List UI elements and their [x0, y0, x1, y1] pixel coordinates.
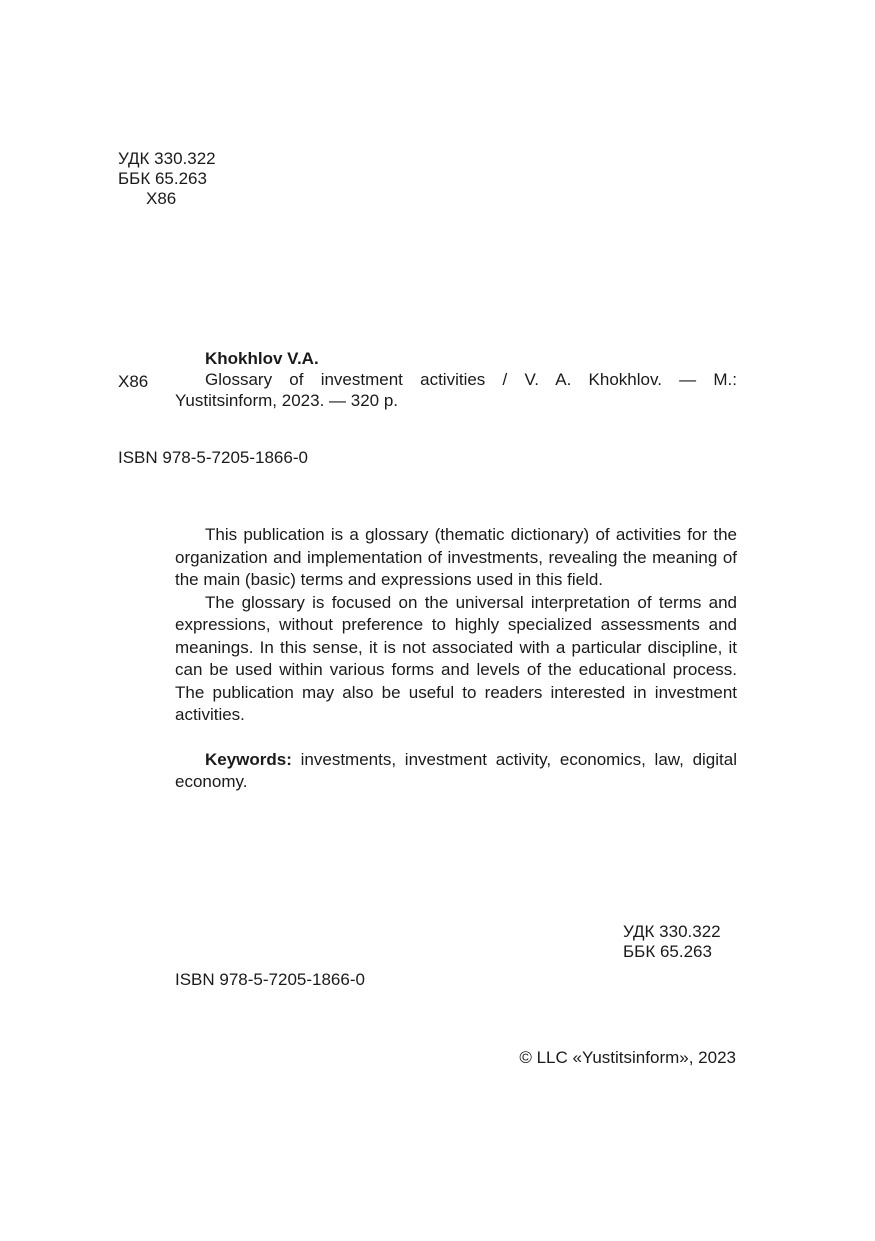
classification-block-bottom	[623, 922, 721, 962]
classification-block-top	[118, 149, 216, 209]
udk-code-bottom: УДК 330.322	[623, 922, 721, 941]
abstract-paragraph-1: This publication is a glossary (thematic dictionary) of activities for the organization and implementation of investments, revealing the meaning of the main (basic) terms and expressions used in this field.	[175, 525, 737, 589]
author-cutter-code: Х86	[146, 189, 177, 208]
bbk-code: ББК 65.263	[118, 169, 207, 188]
author-cutter-side: Х86	[118, 372, 149, 391]
abstract	[175, 524, 737, 794]
keywords-label: Keywords:	[205, 749, 292, 769]
isbn-top: ISBN 978-5-7205-1866-0	[118, 448, 308, 467]
isbn-bottom: ISBN 978-5-7205-1866-0	[175, 970, 365, 989]
bibliographic-description-line2: Yustitsinform, 2023. — 320 p.	[175, 391, 399, 410]
keywords	[175, 749, 737, 794]
author-name: Khokhlov V.A.	[205, 349, 319, 368]
bibliographic-description-line1: Glossary of investment activities / V. A. Khokhlov. — M.:	[205, 370, 737, 389]
abstract-paragraph-2: The glossary is focused on the universal interpretation of terms and expressions, without preference to highly specialized assessments and meanings. In this sense, it is not associated with a particular discipline, it can be used within various forms and levels of the educational process. The publication may also be useful to readers interested in investment activities.	[175, 592, 737, 724]
bbk-code-bottom: ББК 65.263	[623, 942, 712, 961]
copyright-notice: © LLC «Yustitsinform», 2023	[519, 1048, 736, 1067]
udk-code: УДК 330.322	[118, 149, 216, 168]
keywords-text: investments, investment activity, economics, law, digital economy.	[175, 749, 737, 791]
